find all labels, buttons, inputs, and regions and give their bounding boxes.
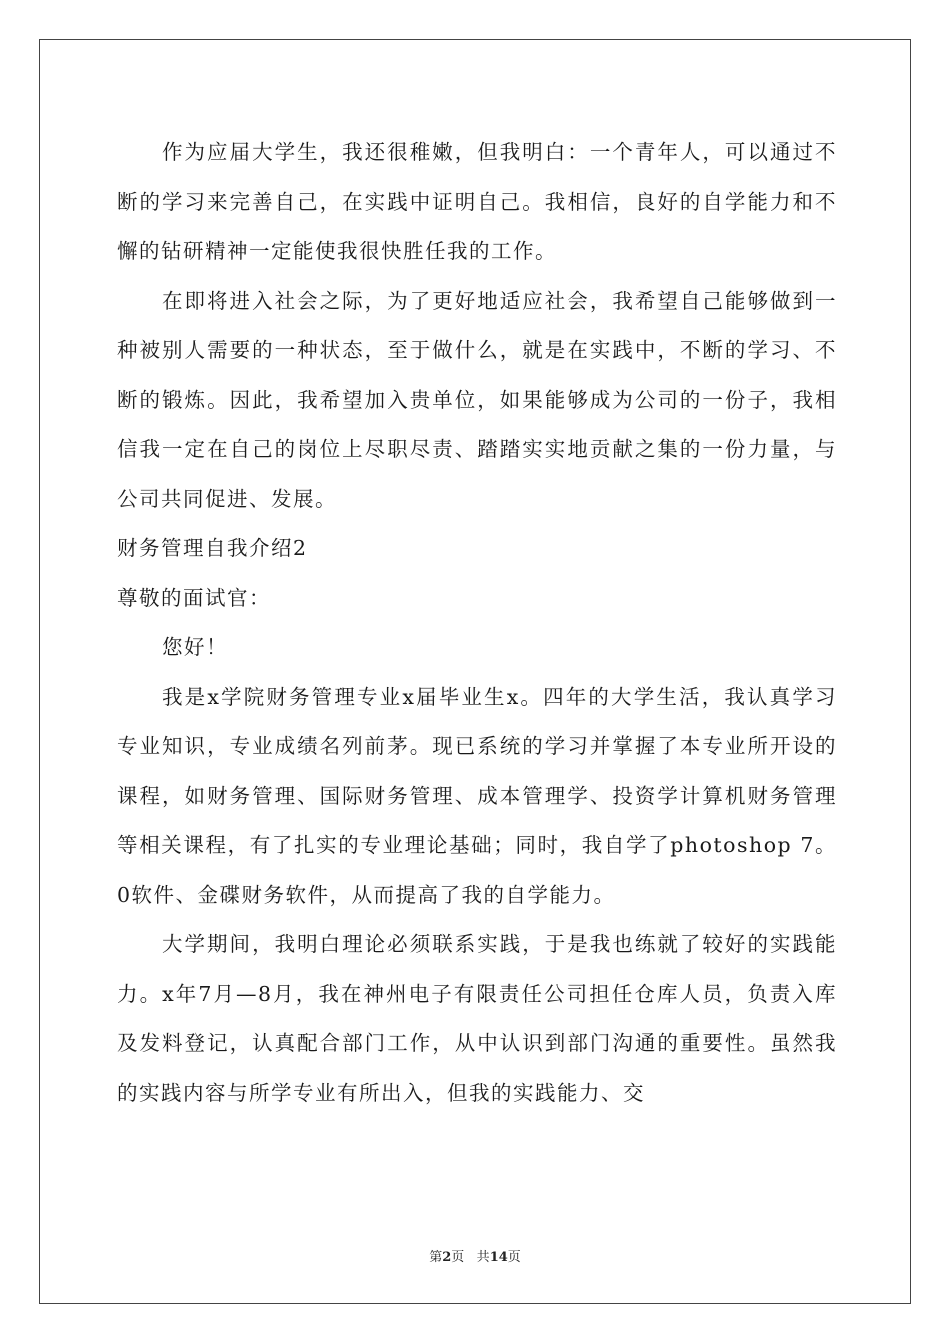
paragraph-practice: 大学期间，我明白理论必须联系实践，于是我也练就了较好的实践能力。x年7月—8月，我在神州电子有限责任公司担任仓库人员，负责入库及发料登记，认真配合部门工作，从中认识到部门沟通的重要性。虽然我的实践内容与所学专业有所出入，但我的实践能力、交 [117,932,837,1105]
salutation: 尊敬的面试官： [117,585,271,610]
footer-total-suffix: 页 [507,1250,521,1265]
page-footer [0,1246,950,1265]
current-page-number: 2 [442,1250,452,1265]
footer-page-suffix: 页 [451,1250,465,1265]
total-page-count: 14 [489,1250,508,1265]
greeting: 您好！ [162,635,228,659]
paragraph-self-improvement: 作为应届大学生，我还很稚嫩，但我明白：一个青年人，可以通过不断的学习来完善自己，在实践中证明自己。我相信，良好的自学能力和不懈的钻研精神一定能使我很快胜任我的工作。 [117,140,837,263]
paragraph-education: 我是x学院财务管理专业x届毕业生x。四年的大学生活，我认真学习专业知识，专业成绩名列前茅。现已系统的学习并掌握了本专业所开设的课程，如财务管理、国际财务管理、成本管理学、投资学计算机财务管理等相关课程，有了扎实的专业理论基础；同时，我自学了photoshop 7。0软件、金碟财务软件，从而提高了我的自学能力。 [117,684,837,907]
footer-prefix: 第 [429,1250,443,1265]
footer-total-prefix: 共 [476,1250,490,1265]
paragraph-join-company: 在即将进入社会之际，为了更好地适应社会，我希望自己能够做到一种被别人需要的一种状态，至于做什么，就是在实践中，不断的学习、不断的锻炼。因此，我希望加入贵单位，如果能够成为公司的一份子，我相信我一定在自己的岗位上尽职尽责、踏踏实实地贡献之集的一份力量，与公司共同促进、发展。 [117,288,837,511]
section-heading: 财务管理自我介绍2 [117,536,308,560]
document-body [117,128,837,1118]
